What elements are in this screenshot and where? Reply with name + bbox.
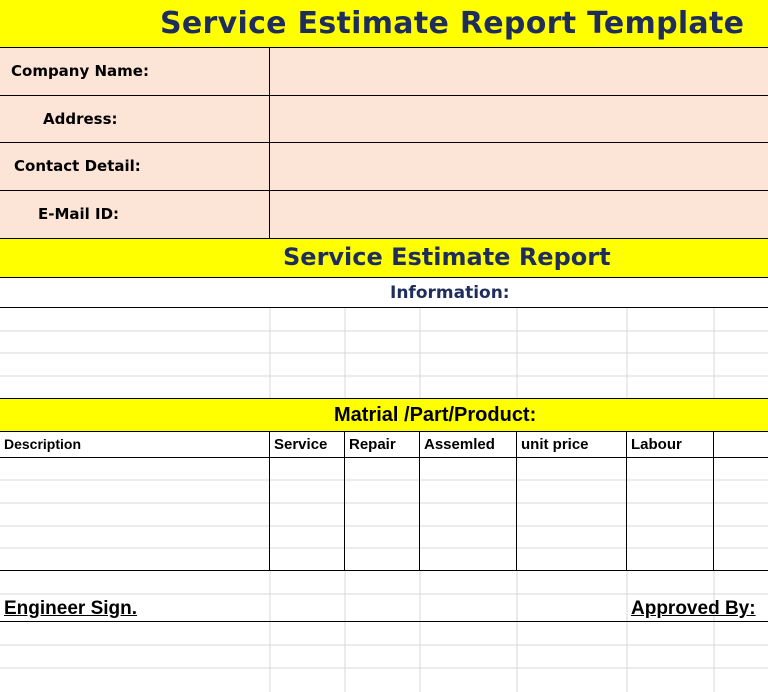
table-row[interactable] (0, 527, 768, 548)
row-divider (0, 431, 768, 432)
company-name-field[interactable] (271, 49, 768, 94)
contact-detail-field[interactable] (271, 143, 768, 189)
column-header-description: Description (4, 436, 82, 452)
address-field[interactable] (271, 96, 768, 141)
email-field[interactable] (271, 191, 768, 237)
company-info-divider (269, 48, 270, 238)
row-divider (0, 307, 768, 308)
column-header-assembled: Assemled (424, 436, 495, 453)
column-header-unit-price: unit price (521, 436, 589, 453)
engineer-sign-label: Engineer Sign. (4, 598, 138, 619)
page-title-bar (0, 0, 768, 49)
table-row[interactable] (0, 549, 768, 570)
address-label: Address: (43, 110, 118, 128)
column-header-service: Service (274, 436, 328, 453)
row-divider (0, 277, 768, 278)
table-bottom-border (0, 570, 768, 571)
page-title: Service Estimate Report Template (160, 6, 745, 41)
column-header-repair: Repair (349, 436, 396, 453)
signature-line (0, 621, 768, 622)
information-heading: Information: (390, 283, 510, 303)
table-row[interactable] (0, 504, 768, 526)
table-row[interactable] (0, 458, 768, 480)
report-heading: Service Estimate Report (283, 243, 611, 271)
approved-by-label: Approved By: (631, 598, 756, 619)
table-row[interactable] (0, 481, 768, 503)
material-heading: Matrial /Part/Product: (334, 404, 537, 426)
email-label: E-Mail ID: (38, 205, 120, 223)
contact-detail-label: Contact Detail: (14, 157, 141, 175)
company-name-label: Company Name: (11, 62, 149, 80)
column-header-labour: Labour (631, 436, 682, 453)
